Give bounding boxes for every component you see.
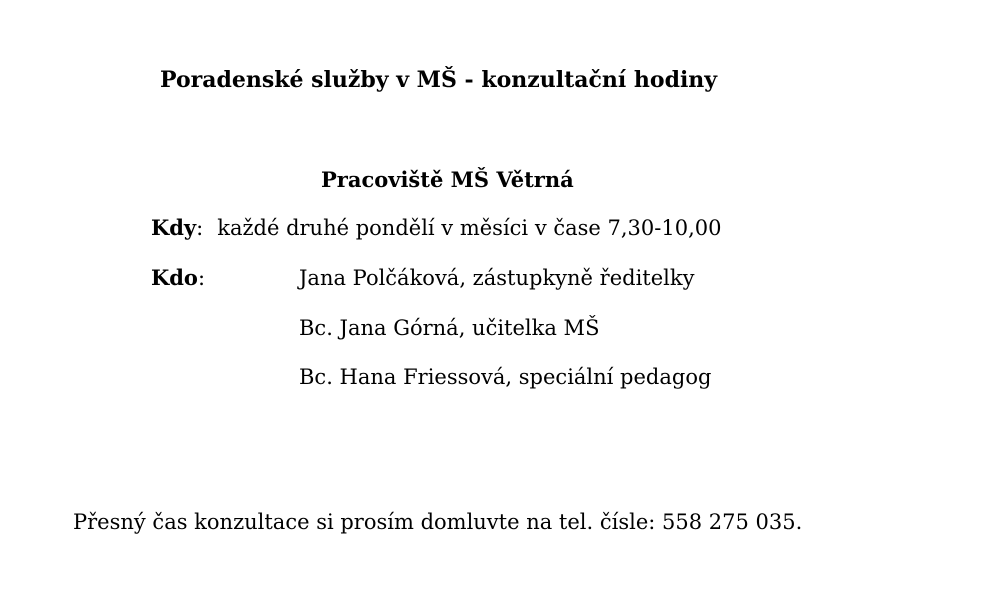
who-label: Kdo: [151, 265, 198, 290]
person-special-pedagogue: Bc. Hana Friessová, speciální pedagog: [299, 365, 712, 389]
when-label: Kdy: [151, 215, 197, 240]
who-row: [151, 264, 205, 292]
person-deputy-director: Jana Polčáková, zástupkyně ředitelky: [299, 266, 695, 290]
who-colon: :: [197, 266, 206, 290]
workplace-heading: Pracoviště MŠ Větrná: [321, 167, 574, 192]
when-row: [151, 214, 722, 242]
document-title: Poradenské služby v MŠ - konzultační hodiny: [160, 67, 718, 93]
when-value: každé druhé pondělí v měsíci v čase 7,30-10,00: [217, 216, 722, 240]
contact-note: Přesný čas konzultace si prosím domluvte na tel. čísle: 558 275 035.: [73, 510, 803, 534]
person-teacher: Bc. Jana Górná, učitelka MŠ: [299, 316, 600, 340]
when-colon: :: [196, 216, 204, 240]
